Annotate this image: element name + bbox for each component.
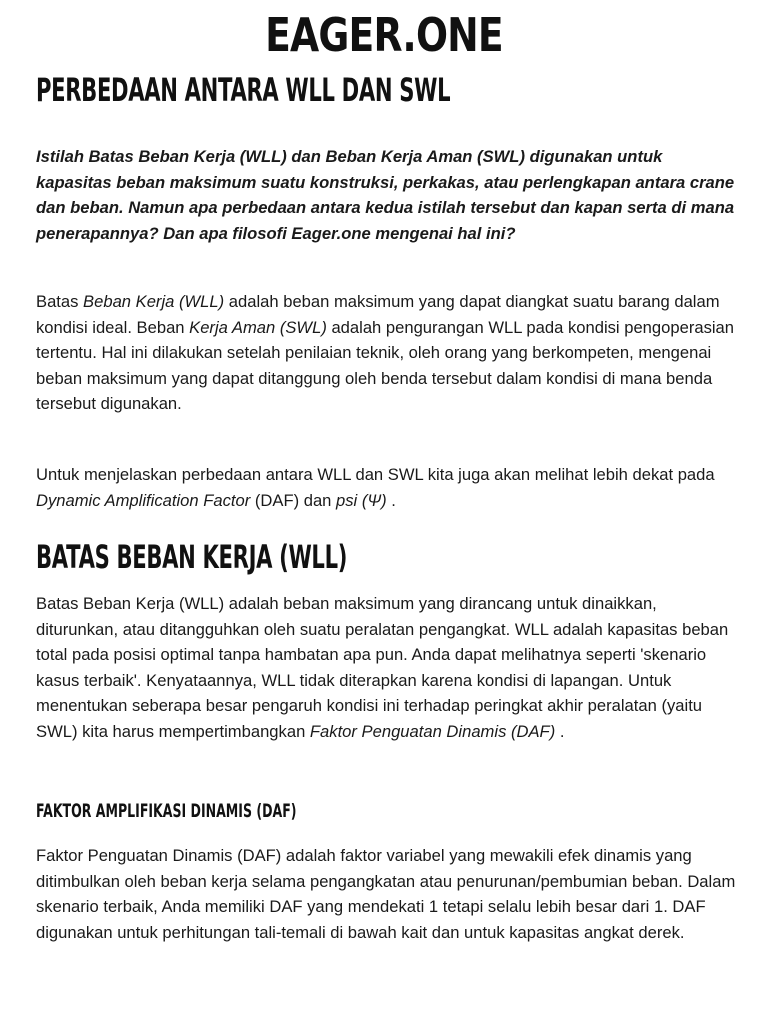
paragraph-daf-psi — [36, 462, 736, 513]
emphasis-text: Faktor Penguatan Dinamis (DAF) — [309, 721, 556, 741]
section-heading-wll: BATAS BEBAN KERJA (WLL) — [36, 538, 348, 576]
emphasis-text: Kerja Aman (SWL) — [189, 317, 327, 337]
paragraph-wll-swl-definition — [36, 289, 736, 417]
text-run: adalah beban maksimum yang dapat diangkat suatu barang dalam kondisi ideal. Beban — [36, 292, 720, 337]
text-run: (DAF) dan — [250, 490, 337, 510]
text-run: . — [386, 490, 396, 510]
emphasis-text: Dynamic Amplification Factor — [36, 490, 251, 510]
text-run: Batas — [36, 292, 84, 311]
text-run: Untuk menjelaskan perbedaan antara WLL dan SWL kita juga akan melihat lebih dekat pada — [36, 465, 715, 484]
brand-logo: EAGER.ONE — [265, 8, 503, 62]
text-run: adalah pengurangan WLL pada kondisi pengoperasian tertentu. Hal ini dilakukan setelah penilaian teknik, oleh orang yang berkompeten, mengenai beban maksimum yang dapat ditanggung oleh benda tersebut dalam kondisi di mana benda tersebut digunakan. — [36, 317, 735, 414]
subsection-heading-daf: FAKTOR AMPLIFIKASI DINAMIS (DAF) — [36, 800, 297, 822]
paragraph-daf: Faktor Penguatan Dinamis (DAF) adalah faktor variabel yang mewakili efek dinamis yang ditimbulkan oleh beban kerja selama pengangkatan atau penurunan/pembumian beban. Dalam skenario terbaik, Anda memiliki DAF yang mendekati 1 tetapi selalu lebih besar dari 1. DAF digunakan untuk perhitungan tali-temali di bawah kait dan untuk kapasitas angkat derek. — [36, 846, 736, 942]
text-run: . — [555, 721, 565, 741]
text-run: Batas Beban Kerja (WLL) adalah beban maksimum yang dirancang untuk dinaikkan, diturunkan, atau ditangguhkan oleh suatu peralatan pengangkat. WLL adalah kapasitas beban total pada posisi optimal tanpa hambatan apa pun. Anda dapat melihatnya seperti 'skenario kasus terbaik'. Kenyataannya, WLL tidak diterapkan karena kondisi di lapangan. Untuk menentukan seberapa besar pengaruh kondisi ini terhadap peringkat akhir peralatan (yaitu SWL) kita harus mempertimbangkan — [36, 594, 729, 741]
emphasis-text: Beban Kerja (WLL) — [83, 292, 225, 311]
emphasis-text: psi (Ψ) — [336, 490, 387, 510]
page-title: PERBEDAAN ANTARA WLL DAN SWL — [36, 71, 451, 109]
paragraph-wll — [36, 591, 736, 745]
intro-paragraph: Istilah Batas Beban Kerja (WLL) dan Beban Kerja Aman (SWL) digunakan untuk kapasitas beban maksimum suatu konstruksi, perkakas, atau perlengkapan antara crane dan beban. Namun apa perbedaan antara kedua istilah tersebut dan kapan serta di mana penerapannya? Dan apa filosofi Eager.one mengenai hal ini? — [36, 147, 735, 243]
